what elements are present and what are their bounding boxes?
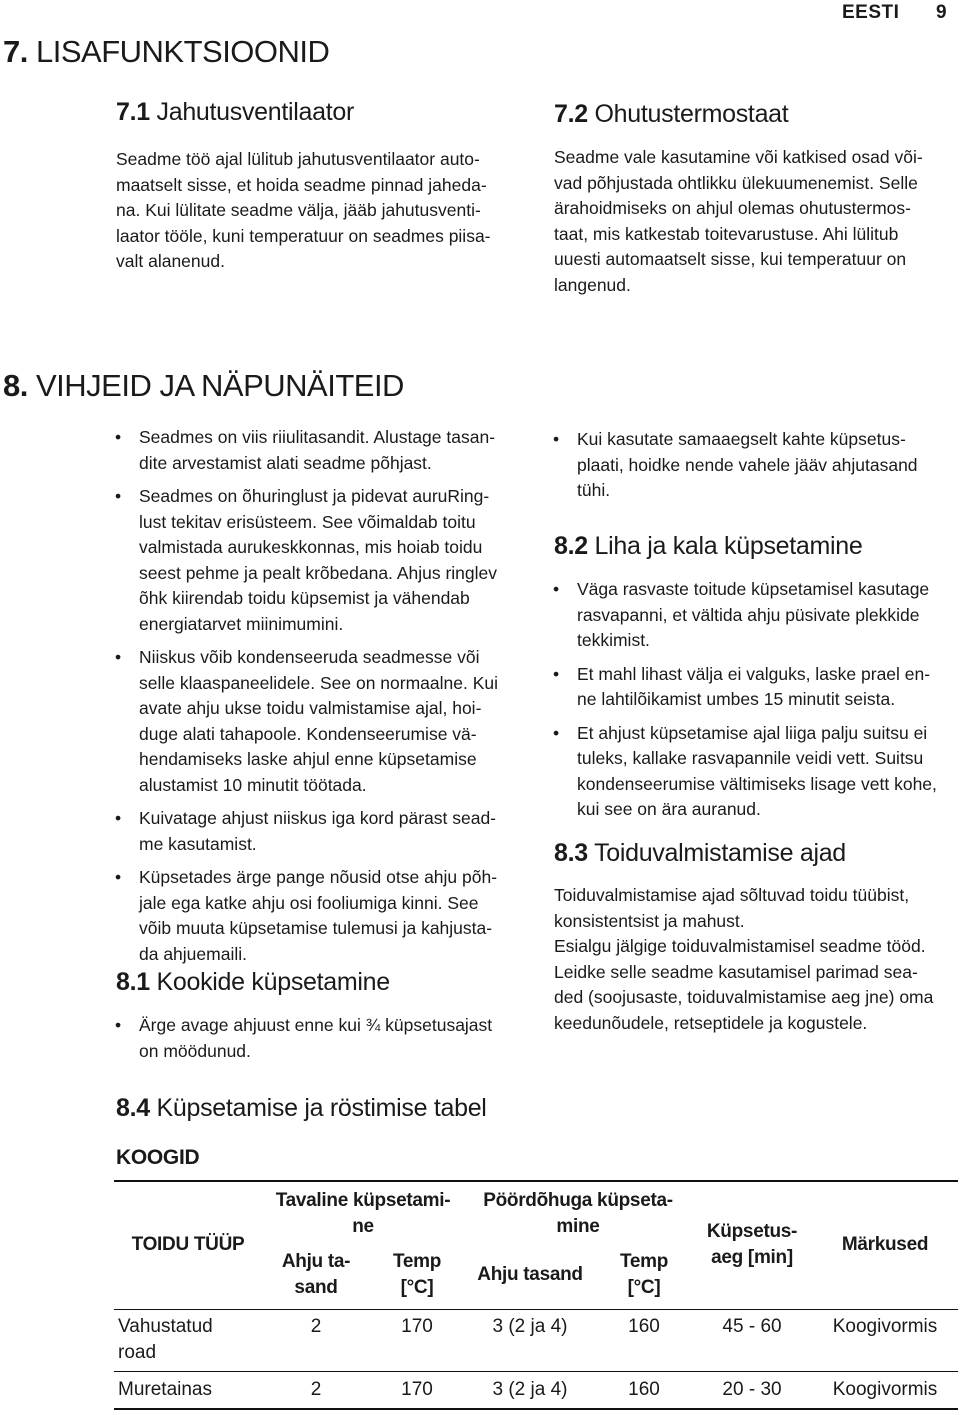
list-item: • Kui kasutate samaaegselt kahte küpsetus- plaati, hoidke nende vahele jääv ahjutasand tühi. [553, 427, 958, 504]
section-8-1-list [115, 1013, 525, 1072]
header-food-type: TOIDU TÜÜP [131, 1234, 245, 1256]
header-language: EESTI [842, 2, 900, 23]
section-8-3-heading: 8.3 Toiduvalmistamise ajad [554, 839, 846, 867]
table-row: Vahustatud road 2 170 3 (2 ja 4) 160 45 - 60 Koogivormis [114, 1309, 958, 1371]
header-conventional: Tavaline küpsetami- ne [275, 1190, 451, 1237]
section-8-tips-list-right [553, 427, 958, 512]
list-item: • Küpsetades ärge pange nõusid otse ahju põh- jale ega katke ahju osi fooliumiga kinni. See võib muuta küpsetamise tulemusi ja kahjusta- da ahjuemaili. [115, 865, 525, 967]
section-7-heading [3, 34, 329, 70]
section-7-1-text: Seadme töö ajal lülitub jahutusventilaator auto- maatselt sisse, et hoida seadme pinnad jaheda- na. Kui lülitate seadme välja, jääb jahutusventi- laator tööle, kuni temperatuur on seadmes piisa- valt alanenud. [116, 149, 491, 271]
section-7-title: LISAFUNKTSIOONID [35, 34, 330, 69]
header-fan-level: Ahju tasand [477, 1263, 583, 1285]
list-item: • Väga rasvaste toitude küpsetamisel kasutage rasvapanni, et vältida ahju püsivate plekkide tekkimist. [553, 577, 958, 654]
list-item: • Seadmes on õhuringlust ja pidevat auruRing- lust tekitav erisüsteem. See võimaldab toitu valmistada aurukeskkonnas, mis hoiab toidu seest pehme ja pealt krõbedana. Ahjus ringlev õhk kiirendab toidu küpsemist ja vähendab energiatarvet miinimumini. [115, 484, 525, 637]
list-item: • Niiskus võib kondenseeruda seadmesse või selle klaaspaneelidele. See on normaalne. Kui avate ahju ukse toidu valmistamise ajal, hoi- duge alati tahapoole. Kondenseerumise vä- hendamiseks laske ahjul enne küpsetamise alustamist 10 minutit töötada. [115, 645, 525, 798]
section-7-1-heading: 7.1 Jahutusventilaator [116, 98, 355, 126]
header-temp: Temp [°C] [392, 1250, 442, 1298]
table-row: Muretainas 2 170 3 (2 ja 4) 160 20 - 30 Koogivormis [114, 1371, 958, 1409]
list-item: • Kuivatage ahjust niiskus iga kord pärast sead- me kasutamist. [115, 806, 525, 857]
section-7-2-heading: 7.2 Ohutustermostaat [554, 100, 789, 128]
section-8-heading: 8. VIHJEID JA NÄPUNÄITEID [3, 368, 404, 403]
section-8-2-heading: 8.2 Liha ja kala küpsetamine [554, 532, 863, 560]
header-time: Küpsetus- aeg [min] [706, 1221, 798, 1269]
list-item: • Et mahl lihast välja ei valguks, laske prael en- ne lahtilõikamist umbes 15 minutit seista. [553, 662, 958, 713]
header-fan-temp: Temp [°C] [619, 1250, 669, 1298]
section-8-2-list [553, 577, 958, 831]
section-7-2-text: Seadme vale kasutamine või katkised osad või- vad põhjustada ohtlikku ülekuumenemist. Selle ärahoidmiseks on ahjul olemas ohutustermos- taat, mis katkestab toitevarustuse. Ahi lülitub uuesti automaatselt sisse, kui temperatuur on langenud. [554, 147, 923, 295]
section-8-3-text: Toiduvalmistamise ajad sõltuvad toidu tüübist, konsistentsist ja mahust. Esialgu jälgige toiduvalmistamisel seadme tööd. Leidke selle seadme kasutamisel parimad sea- ded (soojusaste, toiduvalmistamise aeg jne) oma keedunõudele, retseptidele ja kogustele. [554, 885, 934, 1033]
section-8-4-heading: 8.4 Küpsetamise ja röstimise tabel [116, 1094, 487, 1122]
section-8-1-heading: 8.1 Kookide küpsetamine [116, 968, 390, 996]
list-item: • Seadmes on viis riiulitasandit. Alustage tasan- dite arvestamist alati seadme põhjast. [115, 425, 525, 476]
list-item: • Et ahjust küpsetamise ajal liiga palju suitsu ei tuleks, kallake rasvapannile veidi vett. Suitsu kondenseerumise vältimiseks lisage vett kohe, kui see on ära auranud. [553, 721, 958, 823]
page-number: 9 [936, 2, 947, 23]
header-notes: Märkused [841, 1234, 929, 1256]
header-fan-cooking: Pöördõhuga küpseta- mine [483, 1190, 673, 1237]
baking-table [114, 1180, 958, 1410]
section-8-tips-list [115, 425, 525, 975]
table-title: KOOGID [116, 1146, 200, 1169]
header-level: Ahju ta- sand [281, 1250, 351, 1298]
list-item: • Ärge avage ahjuust enne kui ¾ küpsetusajast on möödunud. [115, 1013, 525, 1064]
section-7-number: 7. [3, 34, 28, 69]
